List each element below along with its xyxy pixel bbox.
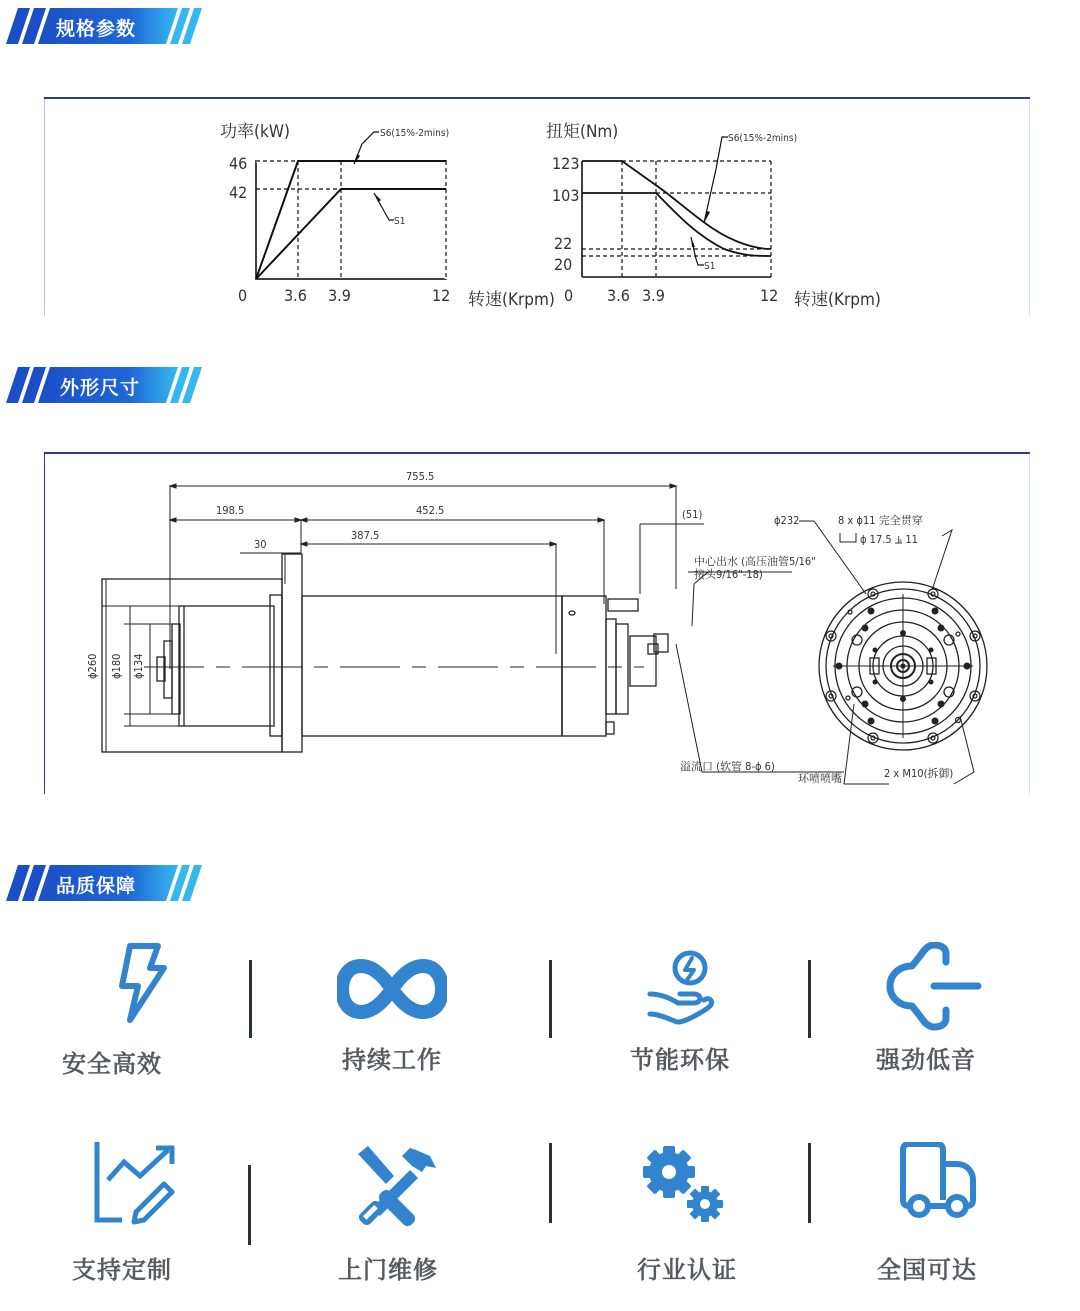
feature-continuous-work: [292, 940, 492, 1080]
feature-energy-saving: [580, 940, 780, 1080]
power-xtick-12: 12: [432, 286, 451, 305]
feature-label: 强劲低音: [876, 1046, 976, 1074]
feature-customization: [22, 1140, 222, 1290]
torque-chart-ylabel: 扭矩(Nm): [546, 122, 619, 142]
dia-180: ϕ180: [110, 653, 123, 679]
torque-ytick-123: 123: [552, 154, 580, 173]
section-header-quality: [6, 865, 202, 903]
torque-ytick-22: 22: [554, 234, 573, 253]
feature-label: 上门维修: [338, 1256, 438, 1284]
section-header-dimensions: [6, 367, 202, 405]
feature-industry-certified: [587, 1140, 787, 1290]
torque-chart-xlabel: 转速(Krpm): [794, 290, 881, 310]
torque-ytick-103: 103: [552, 186, 580, 205]
feature-low-noise: [826, 940, 1026, 1080]
power-ytick-42: 42: [229, 183, 248, 202]
power-xtick-0: 0: [238, 286, 248, 305]
dia-134: ϕ134: [132, 653, 145, 679]
holes-label: 8 x ϕ11 完全贯穿: [838, 514, 923, 527]
dim-total: 755.5: [406, 470, 435, 483]
feature-label: 支持定制: [72, 1256, 172, 1284]
torque-xtick-3.6: 3.6: [607, 286, 630, 305]
m10-label: 2 x M10(拆御): [884, 767, 954, 780]
section-title: 规格参数: [56, 18, 137, 40]
dim-body: 452.5: [416, 504, 445, 517]
counterbore-label: ϕ 17.5 ⫡ 11: [860, 533, 918, 546]
section-title: 外形尺寸: [60, 377, 141, 399]
power-s1-label: S1: [394, 216, 406, 227]
power-xtick-3.9: 3.9: [328, 286, 351, 305]
torque-xtick-12: 12: [760, 286, 779, 305]
feature-divider: [549, 1143, 552, 1223]
lightning-icon: [108, 940, 178, 1030]
feature-label: 行业认证: [637, 1256, 737, 1284]
power-chart-xlabel: 转速(Krpm): [468, 290, 555, 310]
overflow-label: 溢流口 (软管 8-ϕ 6): [680, 760, 775, 773]
low-noise-icon: [882, 942, 982, 1032]
counterbore-symbol: [840, 533, 856, 542]
feature-divider: [808, 1143, 811, 1223]
torque-xtick-3.9: 3.9: [642, 286, 665, 305]
dim-flange: 30: [254, 538, 267, 551]
torque-s6-label: S6(15%-2mins): [728, 133, 798, 144]
power-xtick-3.6: 3.6: [284, 286, 307, 305]
chart-pencil-icon: [92, 1140, 182, 1225]
truck-icon: [895, 1142, 985, 1222]
dim-housing: 387.5: [351, 529, 380, 542]
tools-icon: [350, 1142, 440, 1232]
dim-rear: (51): [682, 508, 703, 521]
feature-label: 全国可达: [877, 1256, 977, 1284]
section-header-specs: [6, 8, 202, 46]
power-chart-ylabel: 功率(kW): [220, 122, 290, 142]
torque-xtick-0: 0: [564, 286, 574, 305]
section-title: 品质保障: [56, 875, 137, 897]
infinity-icon: [337, 954, 447, 1024]
ring-spray-label: 环喷喷嘴: [798, 772, 842, 785]
center-water-label-1: 中心出水 (高压油管5/16": [694, 555, 816, 568]
gears-icon: [639, 1142, 734, 1232]
dimensions-panel: [44, 452, 1030, 794]
dia-260: ϕ260: [86, 653, 99, 679]
feature-divider: [808, 960, 811, 1038]
pcd-label: ϕ232: [774, 514, 800, 527]
feature-safe-efficient: [12, 940, 212, 1080]
technical-drawing: [44, 454, 1030, 794]
feature-label: 节能环保: [630, 1046, 730, 1074]
power-chart: [256, 132, 446, 279]
feature-label: 安全高效: [62, 1050, 162, 1078]
feature-divider: [248, 1165, 251, 1245]
torque-chart: [582, 137, 771, 277]
power-s6-label: S6(15%-2mins): [380, 128, 450, 139]
center-water-label-2: 接头9/16"-18): [694, 568, 763, 581]
performance-charts: [44, 99, 1030, 316]
torque-s1-label: S1: [704, 261, 716, 272]
feature-divider: [249, 960, 252, 1038]
torque-ytick-20: 20: [554, 255, 573, 274]
hand-energy-icon: [644, 948, 724, 1038]
motor-side-view: [102, 554, 668, 752]
feature-onsite-repair: [288, 1140, 488, 1290]
feature-nationwide: [827, 1140, 1027, 1290]
feature-divider: [549, 960, 552, 1038]
power-ytick-46: 46: [229, 154, 248, 173]
specs-panel: [44, 97, 1030, 316]
feature-label: 持续工作: [342, 1046, 442, 1074]
dim-front: 198.5: [216, 504, 245, 517]
